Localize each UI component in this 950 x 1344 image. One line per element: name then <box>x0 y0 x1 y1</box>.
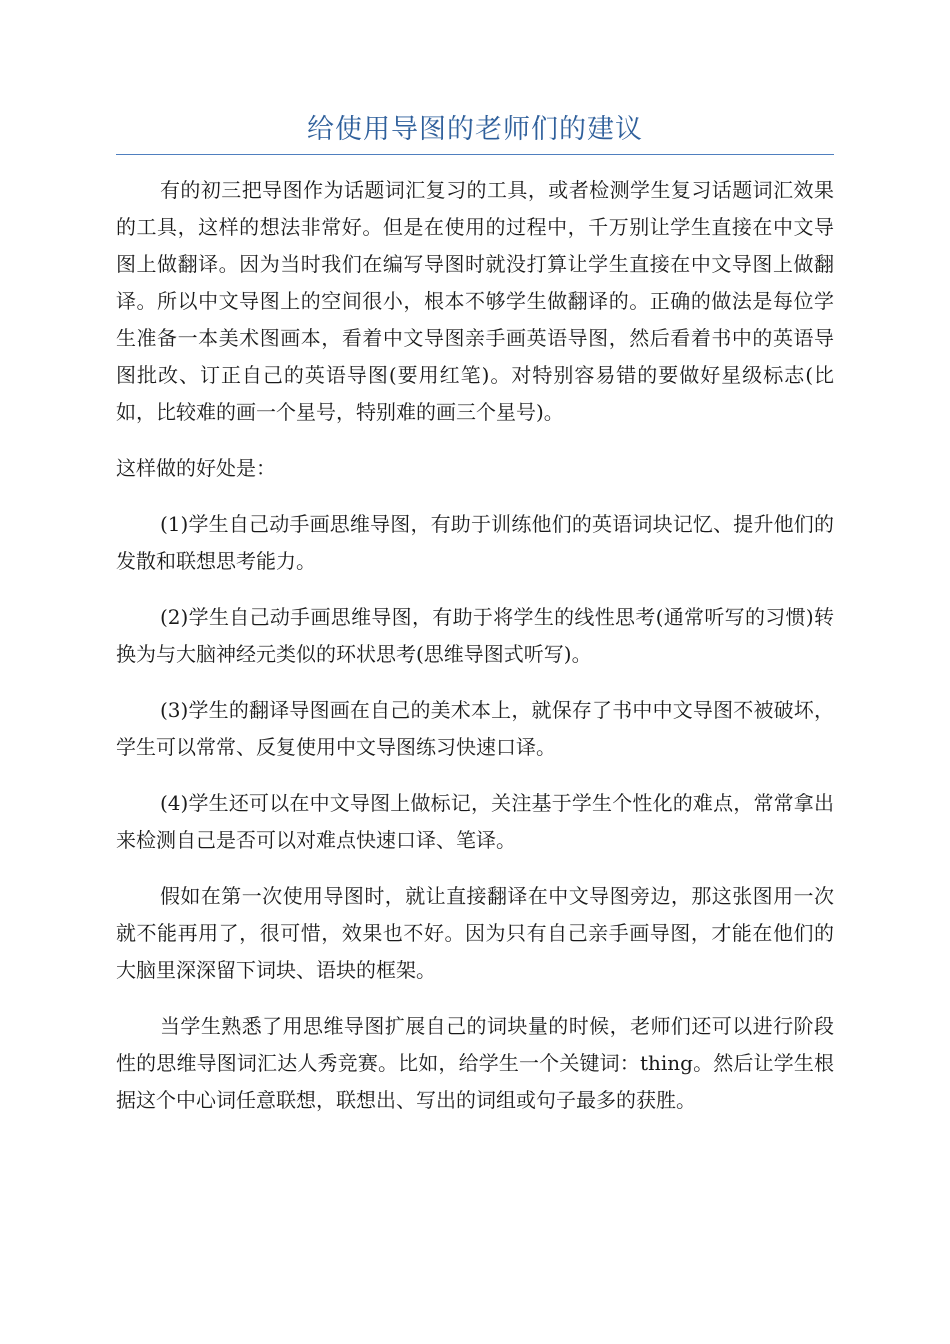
paragraph-benefit-4: (4)学生还可以在中文导图上做标记，关注基于学生个性化的难点，常常拿出来检测自己是否可以对难点快速口译、笔译。 <box>116 791 834 852</box>
paragraph-benefit-3: (3)学生的翻译导图画在自己的美术本上，就保存了书中中文导图不被破坏，学生可以常常、反复使用中文导图练习快速口译。 <box>116 698 834 759</box>
paragraph-benefits-heading: 这样做的好处是： <box>116 456 276 480</box>
title-underline <box>116 154 834 155</box>
document-body <box>116 172 834 1138</box>
paragraph-caution: 假如在第一次使用导图时，就让直接翻译在中文导图旁边，那这张图用一次就不能再用了，很可惜，效果也不好。因为只有自己亲手画导图，才能在他们的大脑里深深留下词块、语块的框架。 <box>116 884 834 982</box>
paragraph-benefit-2: (2)学生自己动手画思维导图，有助于将学生的线性思考(通常听写的习惯)转换为与大脑神经元类似的环状思考(思维导图式听写)。 <box>116 605 834 666</box>
paragraph-benefit-1: (1)学生自己动手画思维导图，有助于训练他们的英语词块记忆、提升他们的发散和联想思考能力。 <box>116 512 834 573</box>
document-title: 给使用导图的老师们的建议 <box>307 114 643 145</box>
paragraph-competition: 当学生熟悉了用思维导图扩展自己的词块量的时候，老师们还可以进行阶段性的思维导图词汇达人秀竞赛。比如，给学生一个关键词：thing。然后让学生根据这个中心词任意联想，联想出、写出的词组或句子最多的获胜。 <box>116 1014 834 1112</box>
paragraph-intro: 有的初三把导图作为话题词汇复习的工具，或者检测学生复习话题词汇效果的工具，这样的想法非常好。但是在使用的过程中，千万别让学生直接在中文导图上做翻译。因为当时我们在编写导图时就没打算让学生直接在中文导图上做翻译。所以中文导图上的空间很小，根本不够学生做翻译的。正确的做法是每位学生准备一本美术图画本，看着中文导图亲手画英语导图，然后看着书中的英语导图批改、订正自己的英语导图(要用红笔)。对特别容易错的要做好星级标志(比如，比较难的画一个星号，特别难的画三个星号)。 <box>116 178 834 424</box>
